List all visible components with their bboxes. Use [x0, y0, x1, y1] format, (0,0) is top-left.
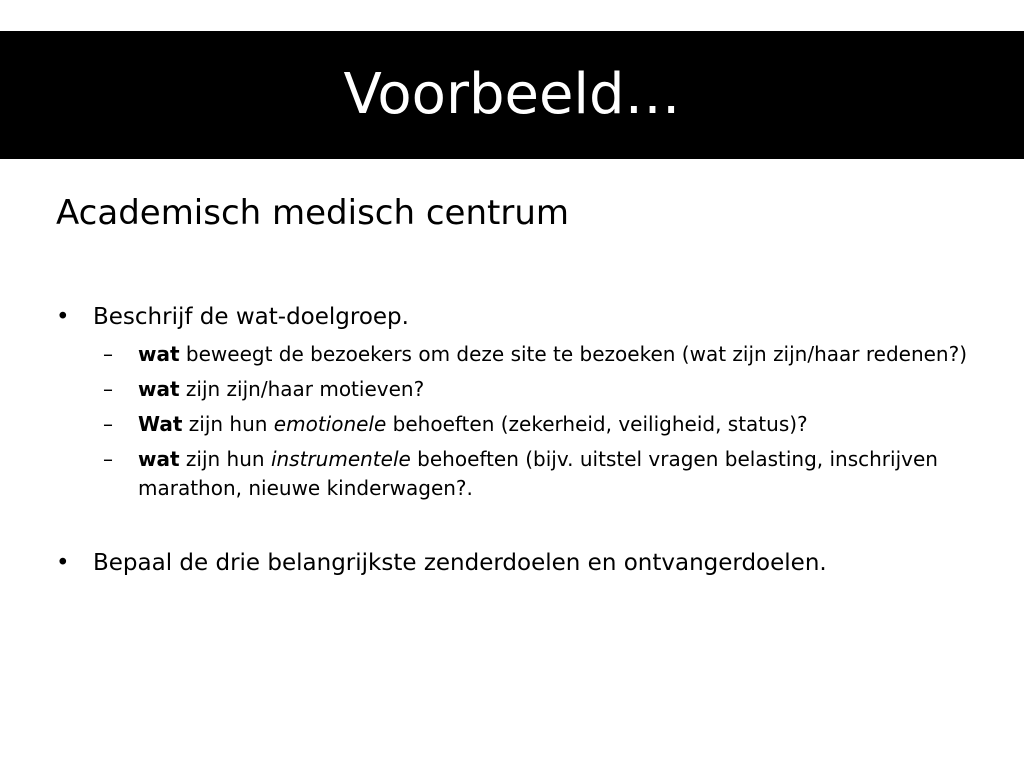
bullet-text: Beschrijf de wat-doelgroep.	[93, 304, 409, 330]
slide-subtitle: Academisch medisch centrum	[56, 193, 569, 233]
bold-keyword: wat	[138, 342, 180, 366]
sub-bullet-text: beweegt de bezoekers om deze site te bezoeken (wat zijn zijn/haar redenen?)	[179, 342, 968, 366]
bold-keyword: wat	[138, 377, 180, 401]
bullet-marker: •	[56, 304, 70, 330]
bullet-item	[56, 300, 976, 334]
dash-marker: –	[103, 342, 113, 366]
sub-bullet-item	[56, 340, 976, 369]
sub-bullet-item	[56, 445, 976, 503]
sub-bullet-text: behoeften (bijv. uitstel vragen belasting, inschrijven marathon, nieuwe kinderwagen?.	[138, 447, 938, 500]
sub-bullet-item	[56, 375, 976, 404]
bullet-marker: •	[56, 550, 70, 576]
sub-bullet-item	[56, 410, 976, 439]
dash-marker: –	[103, 412, 113, 436]
sub-bullet-text: zijn zijn/haar motieven?	[179, 377, 425, 401]
italic-term: emotionele	[273, 412, 387, 436]
italic-term: instrumentele	[270, 447, 411, 471]
slide-title: Voorbeeld…	[343, 62, 681, 127]
slide-content	[56, 300, 976, 580]
sub-bullet-text: zijn hun	[179, 447, 271, 471]
bullet-item	[56, 546, 976, 580]
dash-marker: –	[103, 377, 113, 401]
bullet-text: Bepaal de drie belangrijkste zenderdoelen en ontvangerdoelen.	[93, 550, 827, 576]
sub-bullet-list	[56, 340, 976, 503]
bold-keyword: Wat	[138, 412, 183, 436]
bold-keyword: wat	[138, 447, 180, 471]
sub-bullet-text: zijn hun	[182, 412, 274, 436]
dash-marker: –	[103, 447, 113, 471]
sub-bullet-text: behoeften (zekerheid, veiligheid, status)?	[386, 412, 808, 436]
